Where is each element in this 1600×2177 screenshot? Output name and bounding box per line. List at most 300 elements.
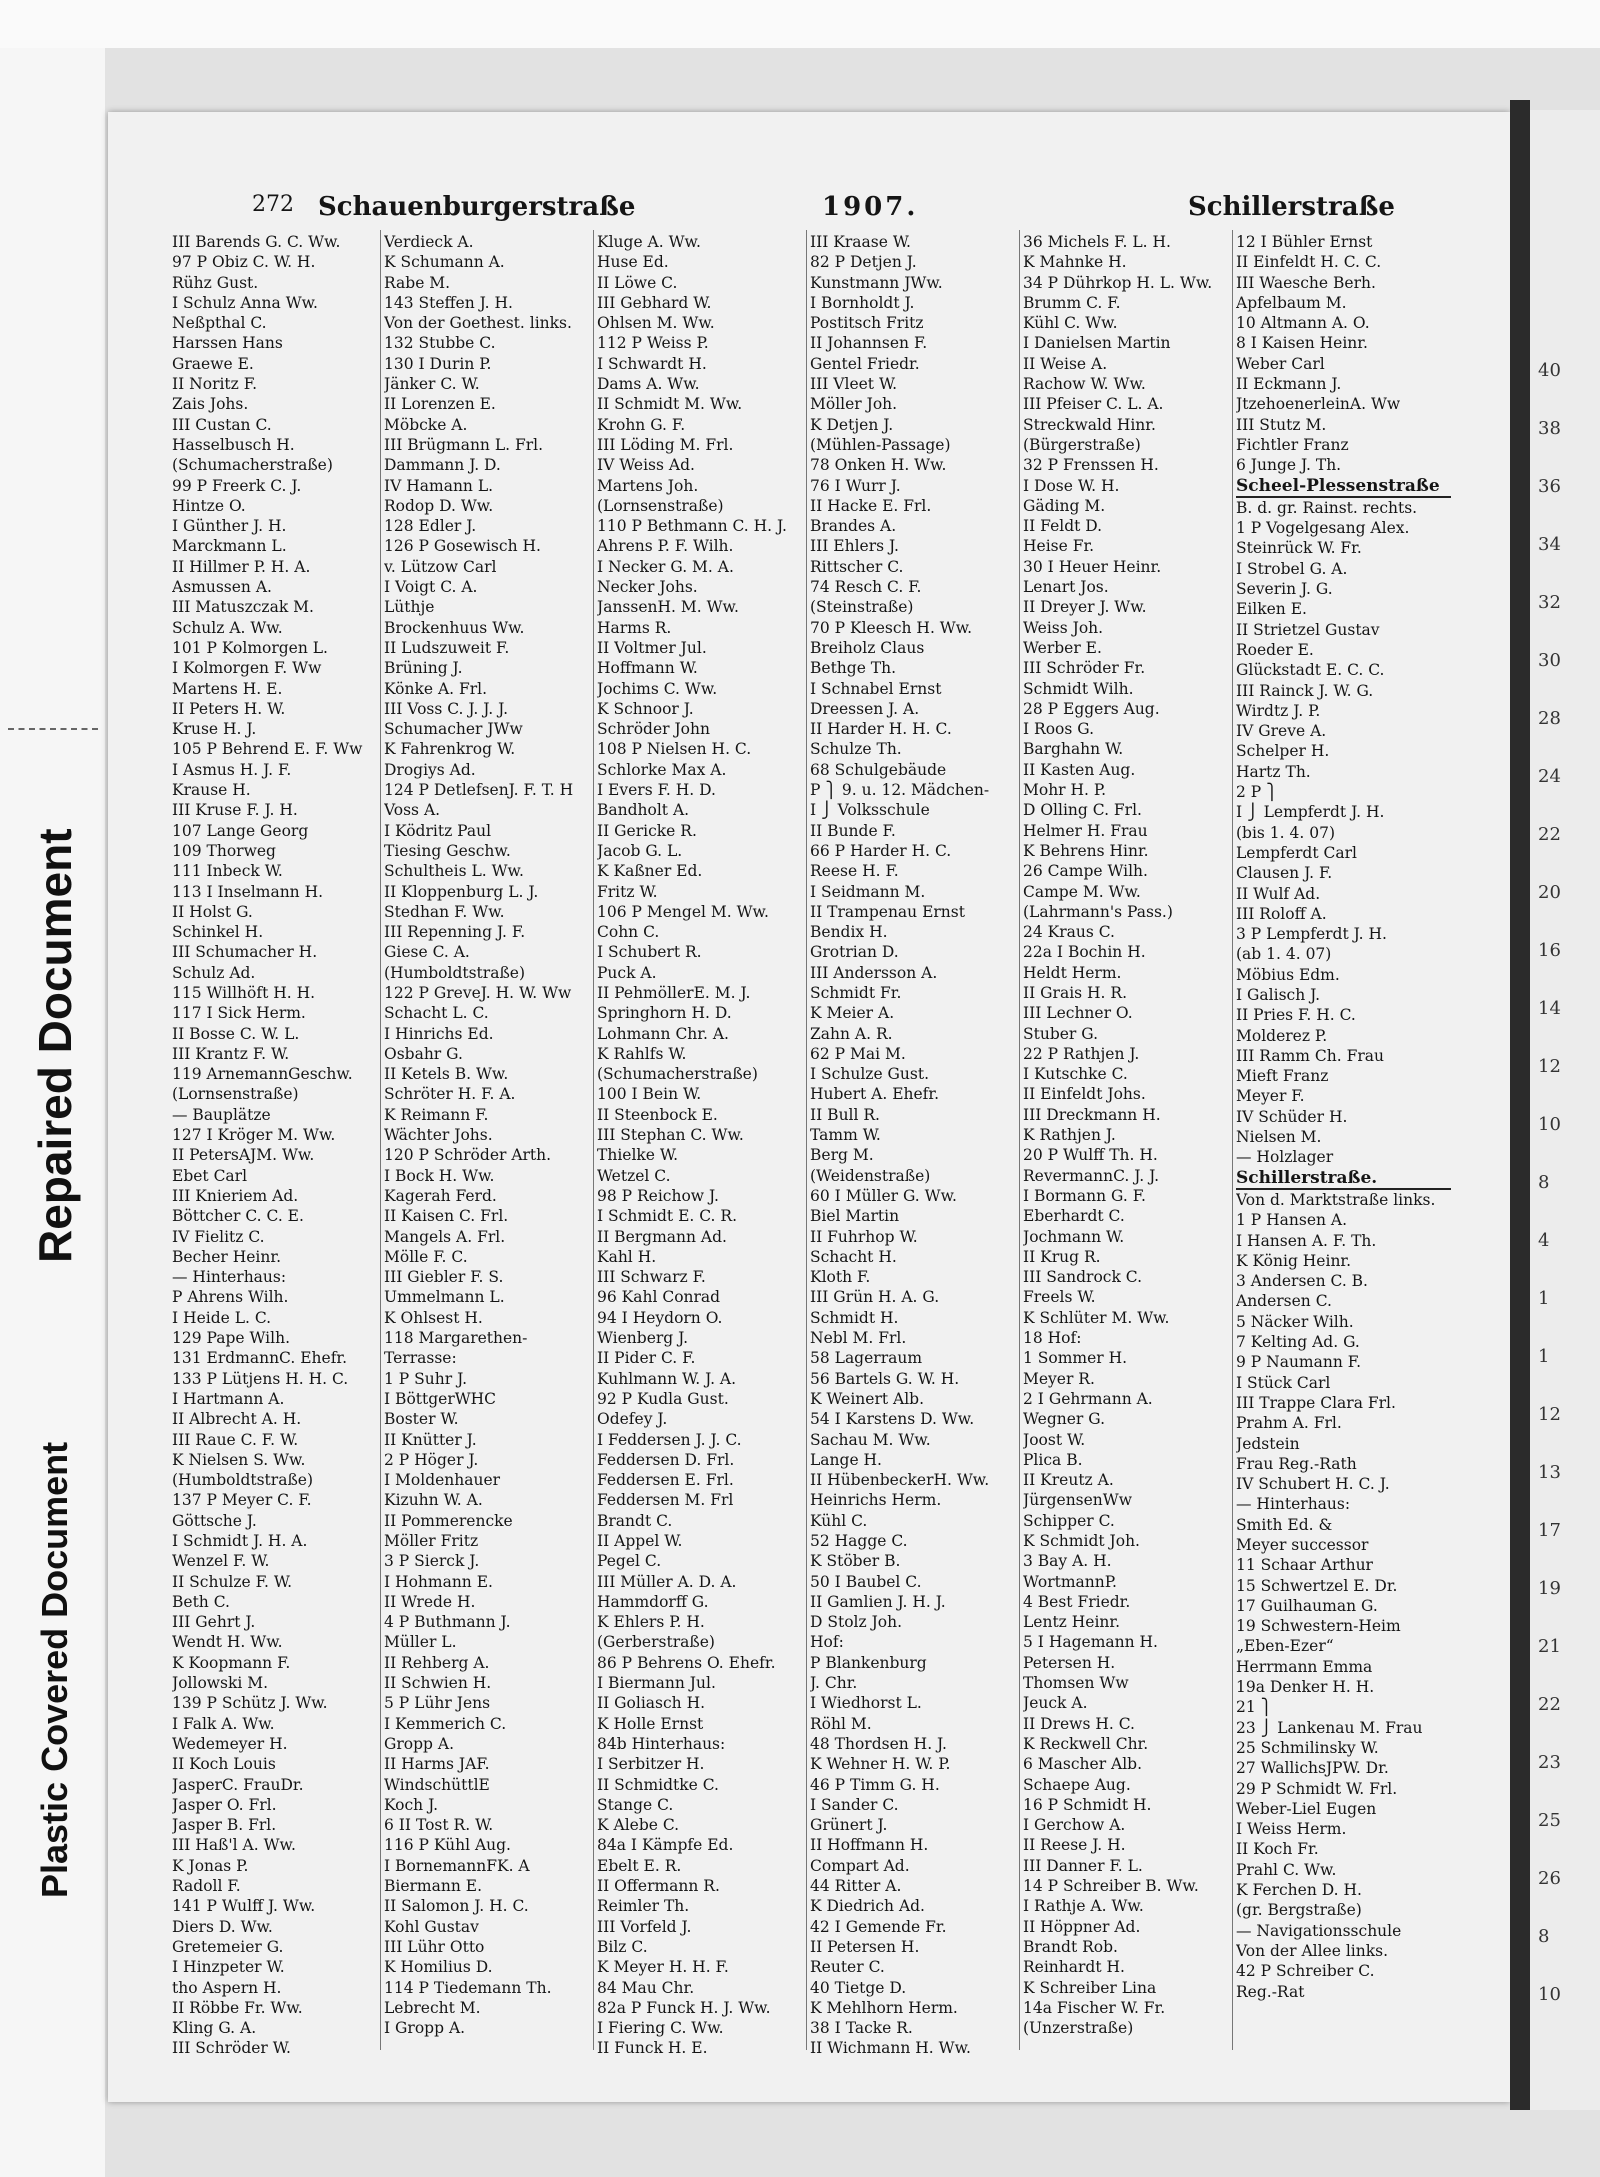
directory-entry: III Gehrt J. bbox=[172, 1613, 256, 1632]
directory-entry: Neßpthal C. bbox=[172, 314, 267, 333]
directory-entry: II Fuhrhop W. bbox=[810, 1227, 918, 1246]
directory-entry: Gäding M. bbox=[1023, 496, 1106, 515]
directory-entry: II Hillmer P. H. A. bbox=[172, 557, 311, 576]
directory-entry: Kloth F. bbox=[810, 1268, 871, 1287]
directory-entry: 107 Lange Georg bbox=[172, 821, 309, 840]
directory-entry: Odefey J. bbox=[597, 1410, 668, 1429]
directory-entry: Molderez P. bbox=[1236, 1026, 1328, 1045]
directory-entry: Prahl C. Ww. bbox=[1236, 1860, 1337, 1879]
directory-entry: K Mehlhorn Herm. bbox=[810, 1998, 958, 2017]
directory-entry: III Andersson A. bbox=[810, 963, 938, 982]
directory-entry: 1 P Hansen A. bbox=[1236, 1211, 1348, 1230]
directory-entry: 23 ⎭ Lankenau M. Frau bbox=[1236, 1718, 1423, 1737]
directory-entry: Weber Carl bbox=[1236, 354, 1325, 373]
directory-entry: I Evers F. H. D. bbox=[597, 781, 716, 800]
directory-entry: Krause H. bbox=[172, 781, 251, 800]
directory-entry: II Noritz F. bbox=[172, 375, 258, 394]
directory-entry: 62 P Mai M. bbox=[810, 1044, 906, 1063]
directory-entry: K Weinert Alb. bbox=[810, 1389, 925, 1408]
directory-entry: 52 Hagge C. bbox=[810, 1532, 908, 1550]
directory-entry: 122 P GreveJ. H. W. Ww bbox=[384, 983, 572, 1002]
directory-entry: Jasper B. Frl. bbox=[172, 1816, 277, 1835]
directory-entry: K König Heinr. bbox=[1236, 1251, 1352, 1270]
directory-entry: Eberhardt C. bbox=[1023, 1207, 1125, 1226]
directory-entry: 16 P Schmidt H. bbox=[1023, 1795, 1152, 1814]
directory-entry: 44 Ritter A. bbox=[810, 1877, 902, 1896]
directory-entry: II Einfeldt Johs. bbox=[1023, 1085, 1146, 1104]
directory-entry: 1 P Vogelgesang Alex. bbox=[1236, 519, 1410, 538]
directory-entry: 124 P DetlefsenJ. F. T. H bbox=[384, 781, 574, 800]
directory-entry: II Wichmann H. Ww. bbox=[810, 2039, 971, 2058]
directory-entry: I Bock H. Ww. bbox=[384, 1166, 495, 1185]
directory-entry: Giese C. A. bbox=[384, 943, 470, 962]
directory-entry: III Löding M. Frl. bbox=[597, 435, 734, 454]
directory-entry: II PetersAJM. Ww. bbox=[172, 1146, 315, 1165]
directory-entry: I ⎭ Volksschule bbox=[810, 801, 930, 820]
directory-entry: Ummelmann L. bbox=[384, 1288, 505, 1307]
directory-entry: I Voigt C. A. bbox=[384, 578, 478, 597]
directory-entry: III Müller A. D. A. bbox=[597, 1572, 737, 1591]
directory-entry: Lohmann Chr. A. bbox=[597, 1024, 729, 1043]
directory-entry: Schröder John bbox=[597, 720, 710, 739]
directory-entry: (bis 1. 4. 07) bbox=[1236, 823, 1336, 842]
directory-entry: III Repenning J. F. bbox=[384, 923, 526, 942]
directory-entry: 109 Thorweg bbox=[172, 841, 276, 860]
directory-entry: Von der Goethest. links. bbox=[384, 314, 572, 333]
directory-entry: IV Fielitz C. bbox=[172, 1227, 265, 1246]
directory-entry: II Voltmer Jul. bbox=[597, 638, 707, 657]
directory-entry: Frau Reg.-Rath bbox=[1236, 1454, 1357, 1473]
directory-entry: II Kasten Aug. bbox=[1023, 760, 1136, 779]
directory-entry: III Rainck J. W. G. bbox=[1236, 681, 1374, 700]
next-page-number: 1 bbox=[1538, 1346, 1550, 1367]
directory-entry: I BornemannFK. A bbox=[384, 1856, 530, 1875]
directory-entry: 2 P Höger J. bbox=[384, 1450, 479, 1469]
directory-entry: I Günther J. H. bbox=[172, 517, 287, 536]
directory-entry: 70 P Kleesch H. Ww. bbox=[810, 618, 973, 637]
directory-entry: Schipper C. bbox=[1023, 1511, 1115, 1530]
directory-entry: Schmidt H. bbox=[810, 1308, 899, 1327]
directory-entry: Von der Allee links. bbox=[1236, 1941, 1388, 1960]
next-page-number: 16 bbox=[1538, 940, 1561, 961]
directory-entry: Hammdorff G. bbox=[597, 1592, 709, 1611]
next-page-number: 23 bbox=[1538, 1752, 1561, 1773]
directory-entry: Grünert J. bbox=[810, 1816, 888, 1835]
directory-entry: Streckwald Hinr. bbox=[1023, 415, 1156, 434]
directory-entry: 8 I Kaisen Heinr. bbox=[1236, 334, 1368, 353]
directory-entry: Berg M. bbox=[810, 1146, 874, 1165]
directory-entry: Schröter H. F. A. bbox=[384, 1085, 516, 1104]
directory-entry: Hoffmann W. bbox=[597, 659, 698, 678]
directory-entry: (Unzerstraße) bbox=[1023, 2019, 1134, 2038]
directory-entry: 1 Sommer H. bbox=[1023, 1349, 1128, 1368]
directory-entry: 129 Pape Wilh. bbox=[172, 1329, 290, 1348]
directory-entry: 48 Thordsen H. J. bbox=[810, 1734, 947, 1753]
directory-entry: 74 Resch C. F. bbox=[810, 578, 922, 597]
directory-entry: 100 I Bein W. bbox=[597, 1085, 702, 1104]
directory-entry: Gropp A. bbox=[384, 1734, 455, 1753]
directory-entry: I Schnabel Ernst bbox=[810, 679, 942, 698]
directory-entry: JanssenH. M. Ww. bbox=[597, 598, 739, 617]
directory-entry: Wendt H. Ww. bbox=[172, 1633, 283, 1652]
directory-entry: II Hoffmann H. bbox=[810, 1836, 929, 1855]
directory-entry: II Drews H. C. bbox=[1023, 1714, 1135, 1733]
directory-entry: 42 I Gemende Fr. bbox=[810, 1917, 947, 1936]
directory-entry: 139 P Schütz J. Ww. bbox=[172, 1694, 328, 1713]
next-page-number: 13 bbox=[1538, 1462, 1561, 1483]
directory-entry: Springhorn H. D. bbox=[597, 1004, 732, 1023]
directory-entry: I Ködritz Paul bbox=[384, 821, 492, 840]
directory-entry: 3 Andersen C. B. bbox=[1236, 1272, 1368, 1291]
directory-entry: II Appel W. bbox=[597, 1532, 683, 1550]
directory-entry: 36 Michels F. L. H. bbox=[1023, 233, 1171, 251]
directory-entry: 40 Tietge D. bbox=[810, 1978, 907, 1997]
directory-entry: III Stephan C. Ww. bbox=[597, 1126, 744, 1145]
directory-entry: II Albrecht A. H. bbox=[172, 1410, 302, 1429]
directory-entry: Kühl C. Ww. bbox=[1023, 314, 1118, 333]
directory-entry: P Blankenburg bbox=[810, 1653, 927, 1672]
directory-entry: III Barends G. C. Ww. bbox=[172, 233, 341, 251]
directory-entry: I Seidmann M. bbox=[810, 882, 926, 901]
directory-entry: Wenzel F. W. bbox=[172, 1552, 270, 1571]
directory-entry: K Schreiber Lina bbox=[1023, 1978, 1157, 1997]
directory-entry: Hintze O. bbox=[172, 496, 246, 515]
directory-entry: Clausen J. F. bbox=[1236, 864, 1333, 883]
directory-entry: II Löwe C. bbox=[597, 273, 678, 292]
directory-entry: Lempferdt Carl bbox=[1236, 843, 1357, 862]
directory-entry: Boster W. bbox=[384, 1410, 459, 1429]
directory-entry: 58 Lagerraum bbox=[810, 1349, 923, 1368]
directory-entry: Reimler Th. bbox=[597, 1897, 690, 1916]
column-divider bbox=[806, 230, 807, 2050]
directory-entry: (Lahrmann's Pass.) bbox=[1023, 902, 1173, 921]
directory-entry: II Weise A. bbox=[1023, 354, 1108, 373]
directory-entry: 108 P Nielsen H. C. bbox=[597, 740, 752, 759]
directory-entry: 28 P Eggers Aug. bbox=[1023, 699, 1160, 718]
directory-entry: III Knieriem Ad. bbox=[172, 1186, 299, 1205]
directory-entry: III Roloff A. bbox=[1236, 904, 1327, 923]
page-header bbox=[108, 192, 1510, 232]
directory-entry: Schaepe Aug. bbox=[1023, 1775, 1131, 1794]
directory-entry: 82 P Detjen J. bbox=[810, 253, 917, 272]
directory-entry: JtzehoenerleinA. Ww bbox=[1236, 395, 1401, 414]
directory-entry: Krohn G. F. bbox=[597, 415, 686, 434]
directory-entry: (Bürgerstraße) bbox=[1023, 435, 1141, 454]
next-page-number: 8 bbox=[1538, 1926, 1550, 1947]
directory-entry: III Schröder Fr. bbox=[1023, 659, 1146, 678]
directory-entry: I Kutschke C. bbox=[1023, 1065, 1128, 1084]
directory-entry: III Gebhard W. bbox=[597, 293, 712, 312]
directory-entry: Jochims C. Ww. bbox=[597, 679, 718, 698]
directory-entry: 6 II Tost R. W. bbox=[384, 1816, 494, 1835]
directory-entry: Kohl Gustav bbox=[384, 1917, 479, 1936]
directory-entry: 46 P Timm G. H. bbox=[810, 1775, 940, 1794]
directory-entry: Kahl H. bbox=[597, 1247, 657, 1266]
page-binding-edge bbox=[1510, 100, 1530, 2110]
next-page-number: 10 bbox=[1538, 1114, 1561, 1135]
directory-entry: 42 P Schreiber C. bbox=[1236, 1962, 1375, 1981]
directory-entry: Lange H. bbox=[810, 1450, 882, 1469]
directory-entry: Heise Fr. bbox=[1023, 537, 1095, 556]
directory-entry: (Humboldtstraße) bbox=[172, 1471, 314, 1490]
directory-entry: Scheel-Plessenstraße bbox=[1236, 476, 1451, 498]
directory-entry: I Schulze Gust. bbox=[810, 1065, 930, 1084]
repaired-document-label: Repaired Document bbox=[29, 828, 81, 1263]
directory-entry: Kling G. A. bbox=[172, 2019, 257, 2038]
directory-entry: I Danielsen Martin bbox=[1023, 334, 1171, 353]
next-page-number: 32 bbox=[1538, 592, 1561, 613]
directory-entry: (Mühlen-Passage) bbox=[810, 435, 951, 454]
directory-entry: K Koopmann F. bbox=[172, 1653, 291, 1672]
directory-entry: 19 Schwestern-Heim bbox=[1236, 1617, 1401, 1636]
directory-entry: WindschüttlE bbox=[384, 1775, 490, 1794]
directory-entry: Schmidt Wilh. bbox=[1023, 679, 1134, 698]
directory-entry: Brumm C. F. bbox=[1023, 293, 1121, 312]
directory-entry: 143 Steffen J. H. bbox=[384, 293, 513, 312]
directory-entry: Wirdtz J. P. bbox=[1236, 701, 1321, 720]
directory-entry: 98 P Reichow J. bbox=[597, 1186, 719, 1205]
directory-entry: I Schwardt H. bbox=[597, 354, 707, 373]
directory-entry: Asmussen A. bbox=[172, 578, 272, 597]
directory-entry: II Bergmann Ad. bbox=[597, 1227, 727, 1246]
directory-entry: JürgensenWw bbox=[1023, 1491, 1132, 1510]
directory-entry: K Ohlsest H. bbox=[384, 1308, 483, 1327]
directory-entry: 2 P ⎫ bbox=[1236, 783, 1278, 802]
directory-entry: III Schumacher H. bbox=[172, 943, 318, 962]
directory-entry: Becher Heinr. bbox=[172, 1247, 281, 1266]
directory-entry: 132 Stubbe C. bbox=[384, 334, 496, 353]
directory-entry: III Pfeiser C. L. A. bbox=[1023, 395, 1164, 414]
directory-entry: II Koch Fr. bbox=[1236, 1840, 1319, 1859]
directory-entry: I Rathje A. Ww. bbox=[1023, 1897, 1144, 1916]
directory-entry: Roeder E. bbox=[1236, 640, 1314, 659]
directory-entry: 97 P Obiz C. W. H. bbox=[172, 253, 316, 272]
directory-entry: 111 Inbeck W. bbox=[172, 862, 283, 881]
directory-entry: P ⎫ 9. u. 12. Mädchen- bbox=[810, 781, 990, 800]
directory-entry: Breiholz Claus bbox=[810, 638, 925, 657]
directory-entry: III Kruse F. J. H. bbox=[172, 801, 298, 820]
directory-entry: Von d. Marktstraße links. bbox=[1236, 1190, 1436, 1209]
directory-entry: II Einfeldt H. C. C. bbox=[1236, 253, 1382, 272]
directory-entry: 110 P Bethmann C. H. J. bbox=[597, 517, 787, 536]
directory-entry: K Reckwell Chr. bbox=[1023, 1734, 1149, 1753]
column-divider bbox=[380, 230, 381, 2050]
directory-entry: Schulz Ad. bbox=[172, 963, 256, 982]
directory-entry: Hartz Th. bbox=[1236, 762, 1311, 781]
directory-entry: Schultheis L. Ww. bbox=[384, 862, 524, 881]
directory-entry: II Krug R. bbox=[1023, 1247, 1101, 1266]
directory-entry: Bethge Th. bbox=[810, 659, 897, 678]
directory-entry: Ohlsen M. Ww. bbox=[597, 314, 715, 333]
directory-entry: 7 Kelting Ad. G. bbox=[1236, 1333, 1360, 1352]
directory-entry: 76 I Wurr J. bbox=[810, 476, 901, 495]
directory-entry: II Schwien H. bbox=[384, 1674, 492, 1693]
column-3 bbox=[597, 232, 802, 2059]
directory-entry: Schulze Th. bbox=[810, 740, 902, 759]
directory-entry: 84a I Kämpfe Ed. bbox=[597, 1836, 734, 1855]
directory-entry: 117 I Sick Herm. bbox=[172, 1004, 306, 1023]
directory-entry: II Bull R. bbox=[810, 1105, 880, 1124]
directory-entry: 115 Willhöft H. H. bbox=[172, 983, 316, 1002]
directory-entry: II Grais H. R. bbox=[1023, 983, 1128, 1002]
next-page-number: 19 bbox=[1538, 1578, 1561, 1599]
directory-entry: 114 P Tiedemann Th. bbox=[384, 1978, 552, 1997]
directory-entry: K Behrens Hinr. bbox=[1023, 841, 1149, 860]
directory-entry: I Sander C. bbox=[810, 1795, 899, 1814]
directory-entry: 2 I Gehrmann A. bbox=[1023, 1389, 1153, 1408]
directory-entry: Stedhan F. Ww. bbox=[384, 902, 505, 921]
directory-entry: II Trampenau Ernst bbox=[810, 902, 965, 921]
scan-background-top bbox=[0, 0, 1600, 48]
directory-entry: I Schulz Anna Ww. bbox=[172, 293, 318, 312]
directory-entry: Harms R. bbox=[597, 618, 672, 637]
directory-entry: Mölle F. C. bbox=[384, 1247, 468, 1266]
directory-entry: 1 P Suhr J. bbox=[384, 1369, 468, 1388]
directory-entry: I Bornholdt J. bbox=[810, 293, 915, 312]
directory-entry: III Giebler F. S. bbox=[384, 1268, 504, 1287]
directory-entry: Mieft Franz bbox=[1236, 1067, 1329, 1086]
column-divider bbox=[1232, 230, 1233, 2050]
directory-entry: Mangels A. Frl. bbox=[384, 1227, 506, 1246]
directory-entry: Reinhardt H. bbox=[1023, 1958, 1125, 1977]
directory-entry: Herrmann Emma bbox=[1236, 1657, 1373, 1676]
directory-entry: Dreessen J. A. bbox=[810, 699, 920, 718]
directory-entry: II Gericke R. bbox=[597, 821, 697, 840]
directory-entry: 78 Onken H. Ww. bbox=[810, 456, 947, 475]
directory-entry: 21 ⎫ bbox=[1236, 1698, 1273, 1717]
directory-entry: Röhl M. bbox=[810, 1714, 872, 1733]
directory-entry: Biel Martin bbox=[810, 1207, 900, 1226]
directory-entry: I Roos G. bbox=[1023, 720, 1095, 739]
directory-entry: Steinrück W. Fr. bbox=[1236, 539, 1362, 558]
column-divider bbox=[1019, 230, 1020, 2050]
next-page-fragment bbox=[1530, 110, 1600, 2110]
directory-entry: (Steinstraße) bbox=[810, 598, 914, 617]
directory-entry: III Krantz F. W. bbox=[172, 1044, 290, 1063]
directory-entry: III Raue C. F. W. bbox=[172, 1430, 299, 1449]
directory-entry: K Stöber B. bbox=[810, 1552, 901, 1571]
directory-entry: (Humboldtstraße) bbox=[384, 963, 526, 982]
directory-entry: Plica B. bbox=[1023, 1450, 1083, 1469]
directory-entry: Martens Joh. bbox=[597, 476, 699, 495]
directory-entry: D Olling C. Frl. bbox=[1023, 801, 1142, 820]
directory-entry: Schlorke Max A. bbox=[597, 760, 727, 779]
directory-entry: III Vorfeld J. bbox=[597, 1917, 692, 1936]
directory-entry: Andersen C. bbox=[1236, 1292, 1332, 1311]
directory-entry: Ahrens P. F. Wilh. bbox=[597, 537, 734, 556]
directory-entry: B. d. gr. Rainst. rechts. bbox=[1236, 498, 1418, 517]
directory-entry: Postitsch Fritz bbox=[810, 314, 924, 333]
directory-entry: Feddersen E. Frl. bbox=[597, 1471, 734, 1490]
directory-entry: K Mahnke H. bbox=[1023, 253, 1127, 272]
directory-entry: Kluge A. Ww. bbox=[597, 233, 701, 251]
directory-entry: I Gerchow A. bbox=[1023, 1816, 1126, 1835]
directory-entry: 10 Altmann A. O. bbox=[1236, 314, 1370, 333]
directory-entry: Osbahr G. bbox=[384, 1044, 463, 1063]
directory-entry: I Kolmorgen F. Ww bbox=[172, 659, 322, 678]
directory-entry: Grotrian D. bbox=[810, 943, 899, 962]
directory-entry: 54 I Karstens D. Ww. bbox=[810, 1410, 975, 1429]
directory-entry: II Dreyer J. Ww. bbox=[1023, 598, 1147, 617]
directory-entry: II Kreutz A. bbox=[1023, 1471, 1114, 1490]
directory-entry: 30 I Heuer Heinr. bbox=[1023, 557, 1162, 576]
directory-entry: I Gropp A. bbox=[384, 2019, 466, 2038]
directory-entry: II Röbbe Fr. Ww. bbox=[172, 1998, 303, 2017]
directory-entry: I Kemmerich C. bbox=[384, 1714, 507, 1733]
directory-entry: Gretemeier G. bbox=[172, 1937, 284, 1956]
directory-entry: Necker Johs. bbox=[597, 578, 698, 597]
directory-entry: III Brügmann L. Frl. bbox=[384, 435, 544, 454]
directory-entry: 14a Fischer W. Fr. bbox=[1023, 1998, 1166, 2017]
directory-entry: Smith Ed. & bbox=[1236, 1515, 1333, 1534]
directory-entry: Schinkel H. bbox=[172, 923, 264, 942]
next-page-number: 28 bbox=[1538, 708, 1561, 729]
directory-entry: I Serbitzer H. bbox=[597, 1755, 705, 1774]
next-page-number: 22 bbox=[1538, 1694, 1561, 1715]
next-page-number: 21 bbox=[1538, 1636, 1561, 1657]
directory-entry: 19a Denker H. H. bbox=[1236, 1678, 1375, 1697]
directory-entry: 119 ArnemannGeschw. bbox=[172, 1065, 353, 1084]
directory-entry: (Lornsenstraße) bbox=[597, 496, 724, 515]
directory-entry: I Strobel G. A. bbox=[1236, 559, 1348, 578]
directory-entry: 5 P Lühr Jens bbox=[384, 1694, 491, 1713]
page-number: 272 bbox=[252, 192, 294, 217]
directory-entry: Terrasse: bbox=[384, 1349, 457, 1368]
directory-entry: II Kaisen C. Frl. bbox=[384, 1207, 509, 1226]
directory-entry: Rittscher C. bbox=[810, 557, 904, 576]
next-page-number: 38 bbox=[1538, 418, 1561, 439]
directory-entry: 4 P Buthmann J. bbox=[384, 1613, 511, 1632]
directory-entry: K Wehner H. W. P. bbox=[810, 1755, 951, 1774]
directory-entry: Kuhlmann W. J. A. bbox=[597, 1369, 737, 1388]
directory-entry: I Hinrichs Ed. bbox=[384, 1024, 494, 1043]
directory-entry: K Nielsen S. Ww. bbox=[172, 1450, 306, 1469]
directory-entry: Zahn A. R. bbox=[810, 1024, 893, 1043]
directory-entry: Brandes A. bbox=[810, 517, 897, 536]
directory-entry: Bilz C. bbox=[597, 1937, 648, 1956]
directory-entry: Jeuck A. bbox=[1023, 1694, 1088, 1713]
directory-entry: Nielsen M. bbox=[1236, 1128, 1322, 1147]
next-page-number: 34 bbox=[1538, 534, 1561, 555]
directory-entry: Jollowski M. bbox=[172, 1674, 269, 1693]
directory-entry: II Steenbock E. bbox=[597, 1105, 718, 1124]
column-divider bbox=[593, 230, 594, 2050]
directory-entry: Reg.-Rat bbox=[1236, 1982, 1305, 2001]
directory-entry: II Offermann R. bbox=[597, 1877, 720, 1896]
directory-entry: III Sandrock C. bbox=[1023, 1268, 1143, 1287]
directory-entry: Brockenhuus Ww. bbox=[384, 618, 525, 637]
directory-entry: Drogiys Ad. bbox=[384, 760, 476, 779]
directory-entry: Nebl M. Frl. bbox=[810, 1329, 907, 1348]
directory-entry: Böttcher C. C. E. bbox=[172, 1207, 304, 1226]
directory-entry: (Gerberstraße) bbox=[597, 1633, 715, 1652]
directory-entry: (ab 1. 4. 07) bbox=[1236, 945, 1332, 964]
directory-entry: K Reimann F. bbox=[384, 1105, 489, 1124]
directory-entry: 27 WallichsJPW. Dr. bbox=[1236, 1759, 1389, 1778]
directory-entry: IV Greve A. bbox=[1236, 722, 1327, 741]
directory-entry: 106 P Mengel M. Ww. bbox=[597, 902, 769, 921]
directory-entry: I Hohmann E. bbox=[384, 1572, 493, 1591]
directory-entry: Zais Johs. bbox=[172, 395, 249, 414]
directory-entry: II Schmidtke C. bbox=[597, 1775, 719, 1794]
directory-entry: III Stutz M. bbox=[1236, 415, 1327, 434]
directory-entry: 5 I Hagemann H. bbox=[1023, 1633, 1158, 1652]
directory-entry: III Haß'l A. Ww. bbox=[172, 1836, 296, 1855]
directory-entry: Wächter Johs. bbox=[384, 1126, 493, 1145]
directory-entry: 84 Mau Chr. bbox=[597, 1978, 695, 1997]
directory-entry: II HübenbeckerH. Ww. bbox=[810, 1471, 990, 1490]
directory-entry: 4 Best Friedr. bbox=[1023, 1592, 1131, 1611]
